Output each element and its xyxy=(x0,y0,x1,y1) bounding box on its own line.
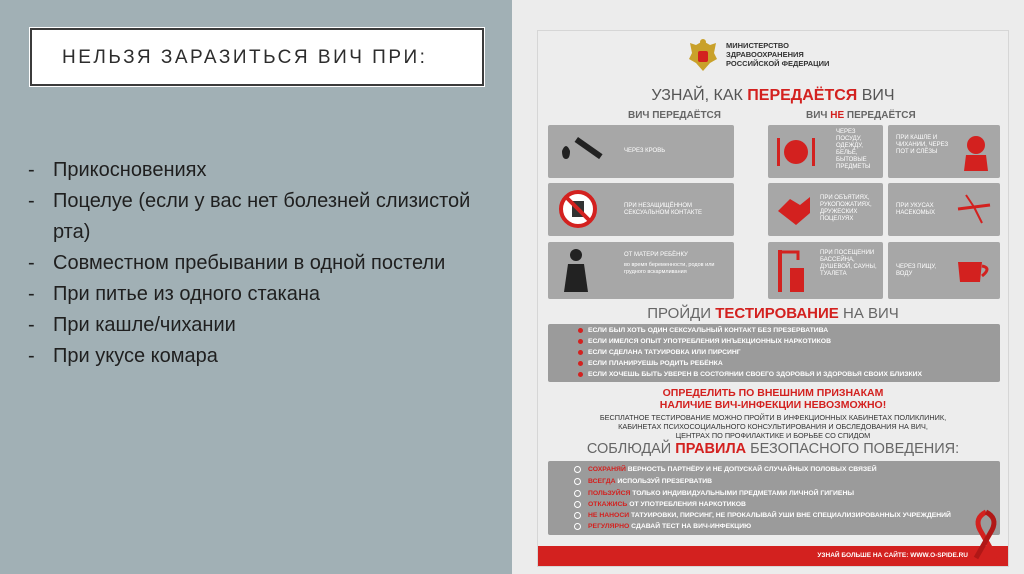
rules-panel xyxy=(548,461,1000,535)
red-ribbon-icon xyxy=(970,508,1002,560)
rule-item: ПОЛЬЗУЙСЯ ТОЛЬКО ИНДИВИДУАЛЬНЫМИ ПРЕДМЕТАМИ ЛИЧНОЙ ГИГИЕНЫ xyxy=(588,490,855,497)
not-transmits-subheading: ВИЧ НЕ ПЕРЕДАЁТСЯ xyxy=(806,110,916,121)
info-line-1: БЕСПЛАТНОЕ ТЕСТИРОВАНИЕ МОЖНО ПРОЙТИ В ИНФЕКЦИОННЫХ КАБИНЕТАХ ПОЛИКЛИНИК, xyxy=(599,413,947,422)
rule-item: РЕГУЛЯРНО СДАВАЙ ТЕСТ НА ВИЧ-ИНФЕКЦИЮ xyxy=(588,523,752,530)
bullet-list xyxy=(28,155,498,372)
not-transmit-pool: ПРИ ПОСЕЩЕНИИ БАССЕЙНА, ДУШЕВОЙ, САУНЫ, ТУАЛЕТА xyxy=(768,242,883,299)
circle-bullet-icon xyxy=(574,466,581,473)
testing-item: ЕСЛИ СДЕЛАНА ТАТУИРОВКА ИЛИ ПИРСИНГ xyxy=(588,349,741,356)
slide-title-box xyxy=(30,28,484,86)
testing-heading: ПРОЙДИ ТЕСТИРОВАНИЕ НА ВИЧ xyxy=(647,305,899,322)
testing-item: ЕСЛИ ПЛАНИРУЕШЬ РОДИТЬ РЕБЁНКА xyxy=(588,360,723,367)
transmit-sexual: ПРИ НЕЗАЩИЩЁННОМ СЕКСУАЛЬНОМ КОНТАКТЕ xyxy=(548,183,734,236)
prohibited-icon xyxy=(558,189,598,229)
cough-icon xyxy=(958,133,994,171)
rule-item: ВСЕГДА ИСПОЛЬЗУЙ ПРЕЗЕРВАТИВ xyxy=(588,478,713,485)
circle-bullet-icon xyxy=(574,490,581,497)
rule-item: ОТКАЖИСЬ ОТ УПОТРЕБЛЕНИЯ НАРКОТИКОВ xyxy=(588,501,746,508)
bullet-item: - При кашле/чихании xyxy=(28,314,236,336)
transmit-mother: ОТ МАТЕРИ РЕБЁНКУ во время беременности, родов или грудного вскармливания xyxy=(548,242,734,299)
testing-panel xyxy=(548,324,1000,382)
footer-site-text: УЗНАЙ БОЛЬШЕ НА САЙТЕ: WWW.O-SPIDE.RU xyxy=(817,552,968,559)
info-line-3: ЦЕНТРАХ ПО ПРОФИЛАКТИКЕ И БОРЬБЕ СО СПИДОМ xyxy=(675,431,871,440)
mosquito-icon xyxy=(954,193,994,225)
testing-item: ЕСЛИ БЫЛ ХОТЬ ОДИН СЕКСУАЛЬНЫЙ КОНТАКТ БЕЗ ПРЕЗЕРВАТИВА xyxy=(588,327,829,334)
poster-headline: УЗНАЙ, КАК ПЕРЕДАЁТСЯ ВИЧ xyxy=(651,87,895,104)
not-transmit-dishes: ЧЕРЕЗ ПОСУДУ, ОДЕЖДУ, БЕЛЬЁ, БЫТОВЫЕ ПРЕДМЕТЫ xyxy=(768,125,883,178)
bullet-dot xyxy=(578,372,583,377)
rules-heading: СОБЛЮДАЙ ПРАВИЛА БЕЗОПАСНОГО ПОВЕДЕНИЯ: xyxy=(586,441,960,457)
shower-icon xyxy=(774,248,810,294)
bullet-item: - Совместном пребывании в одной постели xyxy=(28,252,446,274)
circle-bullet-icon xyxy=(574,478,581,485)
rule-item: НЕ НАНОСИ ТАТУИРОВКИ, ПИРСИНГ, НЕ ПРОКАЛЫВАЙ УШИ ВНЕ СПЕЦИАЛИЗИРОВАННЫХ УЧРЕЖДЕНИЙ xyxy=(588,512,951,519)
bullet-item: - Прикосновениях xyxy=(28,159,207,181)
circle-bullet-icon xyxy=(574,512,581,519)
bullet-dot xyxy=(578,361,583,366)
not-transmit-cough: ПРИ КАШЛЕ И ЧИХАНИИ, ЧЕРЕЗ ПОТ И СЛЁЗЫ xyxy=(888,125,1000,178)
not-transmit-insects: ПРИ УКУСАХ НАСЕКОМЫХ xyxy=(888,183,1000,236)
ministry-label: МИНИСТЕРСТВО ЗДРАВООХРАНЕНИЯ РОССИЙСКОЙ ФЕДЕРАЦИИ xyxy=(726,41,830,68)
bullet-item: - При укусе комара xyxy=(28,345,218,367)
testing-item: ЕСЛИ ХОЧЕШЬ БЫТЬ УВЕРЕН В СОСТОЯНИИ СВОЕГО ЗДОРОВЬЯ И ЗДОРОВЬЯ СВОИХ БЛИЗКИХ xyxy=(588,371,923,378)
cup-icon xyxy=(954,256,994,286)
not-transmit-food: ЧЕРЕЗ ПИЩУ, ВОДУ xyxy=(888,242,1000,299)
bullet-dot xyxy=(578,350,583,355)
eagle-emblem-icon xyxy=(686,37,720,73)
slide-title: НЕЛЬЗЯ ЗАРАЗИТЬСЯ ВИЧ ПРИ: xyxy=(62,47,428,68)
handshake-icon xyxy=(774,191,814,229)
bullet-dot xyxy=(578,339,583,344)
warning-line-1: ОПРЕДЕЛИТЬ ПО ВНЕШНИМ ПРИЗНАКАМ xyxy=(662,387,884,399)
mother-icon xyxy=(558,248,594,294)
bullet-item: - Поцелуе (если у вас нет болезней слизистой рта) xyxy=(28,190,471,243)
bullet-dot xyxy=(578,328,583,333)
not-transmit-hugs: ПРИ ОБЪЯТИЯХ, РУКОПОЖАТИЯХ, ДРУЖЕСКИХ ПОЦЕЛУЯХ xyxy=(768,183,883,236)
syringe-icon xyxy=(556,133,616,171)
warning-line-2: НАЛИЧИЕ ВИЧ-ИНФЕКЦИИ НЕВОЗМОЖНО! xyxy=(659,399,887,411)
hiv-poster xyxy=(537,30,1009,567)
transmits-subheading: ВИЧ ПЕРЕДАЁТСЯ xyxy=(628,110,721,121)
transmit-blood: ЧЕРЕЗ КРОВЬ xyxy=(548,125,734,178)
testing-item: ЕСЛИ ИМЕЛСЯ ОПЫТ УПОТРЕБЛЕНИЯ ИНЪЕКЦИОННЫХ НАРКОТИКОВ xyxy=(588,338,832,345)
poster-footer xyxy=(538,546,1008,566)
info-line-2: КАБИНЕТАХ ПСИХОСОЦИАЛЬНОГО КОНСУЛЬТИРОВАНИЯ И ОБСЛЕДОВАНИЯ НА ВИЧ, xyxy=(618,422,928,431)
circle-bullet-icon xyxy=(574,501,581,508)
bullet-item: - При питье из одного стакана xyxy=(28,283,320,305)
rule-item: СОХРАНЯЙ ВЕРНОСТЬ ПАРТНЁРУ И НЕ ДОПУСКАЙ СЛУЧАЙНЫХ ПОЛОВЫХ СВЯЗЕЙ xyxy=(588,466,877,473)
circle-bullet-icon xyxy=(574,523,581,530)
dishes-icon xyxy=(774,135,818,169)
